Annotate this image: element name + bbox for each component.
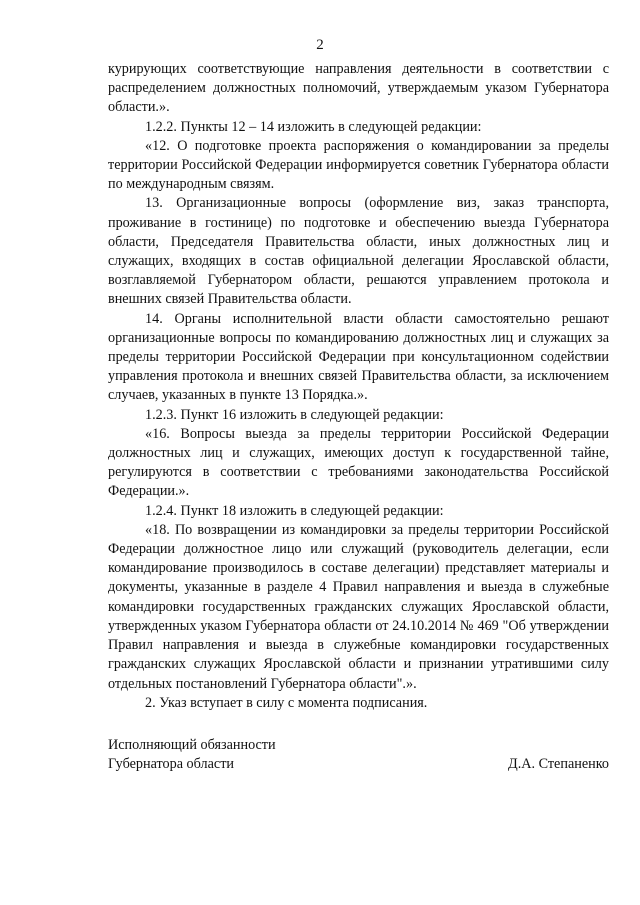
signature-block [108,736,609,774]
signatory-name: Д.А. Степаненко [508,756,609,773]
page-number: 2 [316,37,324,53]
signature-row [108,755,609,774]
paragraph: 13. Организационные вопросы (оформление виз, заказ транспорта, проживание в гостинице) по подготовке и обеспечению выезда Губернатора области, Председателя Правительства области, иных должностных лиц и служащих, входящих в состав официальной делегации Ярославской области, возглавляемой Губернатором области, решаются управлением протокола и внешних связей Правительства области. [108,195,609,308]
document-body [108,60,609,713]
paragraph: 1.2.2. Пункты 12 – 14 изложить в следующей редакции: [145,118,482,135]
paragraph: курирующих соответствующие направления деятельности в соответствии с распределением должностных полномочий, утверждаемым указом Губернатора области.». [108,61,609,116]
paragraph: 2. Указ вступает в силу с момента подписания. [145,694,428,711]
signatory-title-line2: Губернатора области [108,756,234,773]
paragraph: «12. О подготовке проекта распоряжения о командировании за пределы территории Российской Федерации информируется советник Губернатора области по международным связям. [108,137,609,193]
signatory-title-line1: Исполняющий обязанности [108,737,276,753]
paragraph: «16. Вопросы выезда за пределы территории Российской Федерации должностных лиц и служащих, имеющих доступ к государственной тайне, регулируются в соответствии с требованиями законодательства Российской Федерации.». [108,425,609,500]
paragraph: 1.2.4. Пункт 18 изложить в следующей редакции: [145,502,444,519]
paragraph: 14. Органы исполнительной власти области самостоятельно решают организационные вопросы по командированию должностных лиц и служащих за пределы территории Российской Федерации при консультационном содействии управления протокола и внешних связей Правительства области, за исключением случаев, указанных в пункте 13 Порядка.». [108,310,609,404]
paragraph: «18. По возвращении из командировки за пределы территории Российской Федерации должностное лицо или служащий (руководитель делегации, если командирование производилось в составе делегации) представляет материалы и документы, указанные в разделе 4 Правил направления и выезда в служебные командировки государственных гражданских служащих Ярославской области, утвержденных указом Губернатора области от 24.10.2014 № 469 "Об утверждении Правил направления и выезда в служебные командировки государственных гражданских служащих Ярославской области и признании утратившими силу отдельных постановлений Губернатора области".». [108,521,609,692]
paragraph: 1.2.3. Пункт 16 изложить в следующей редакции: [145,406,444,423]
